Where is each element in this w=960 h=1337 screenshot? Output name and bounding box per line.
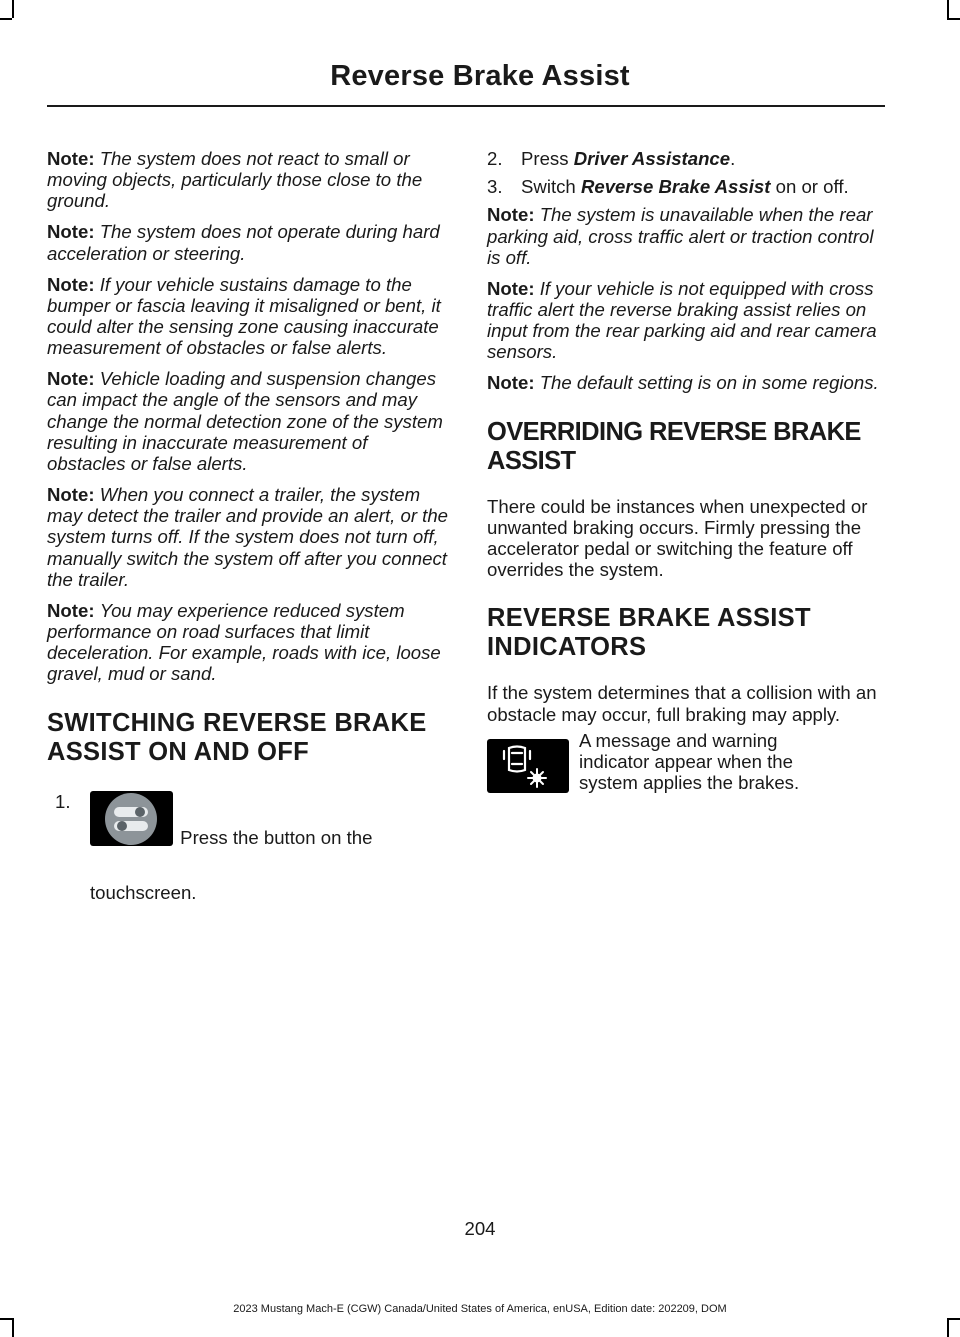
- overriding-body: There could be instances when unexpected or unwanted braking occurs. Firmly pressing the accelerator pedal or switching the feature off overrides the system.: [487, 495, 868, 581]
- step-number: 1.: [55, 790, 71, 812]
- step-2: 2. Press Driver Assistance.: [487, 148, 736, 169]
- section-heading-overriding: OVERRIDING REVERSE BRAKE ASSIST: [487, 417, 861, 475]
- page-title: Reverse Brake Assist: [330, 60, 630, 92]
- step-1: 1. Press the button on the touchscreen.: [55, 790, 373, 903]
- note: Note: You may experience reduced system performance on road surfaces that limit deceleration. For example, roads with ice, loose gravel, mud or sand.: [47, 599, 441, 685]
- crop-mark: [12, 0, 14, 18]
- step-3: 3. Switch Reverse Brake Assist on or off.: [487, 176, 849, 198]
- crop-mark: [947, 1318, 960, 1320]
- right-column: [487, 148, 883, 801]
- footer-edition: 2023 Mustang Mach-E (CGW) Canada/United States of America, enUSA, Edition date: 202209, DOM: [233, 1303, 727, 1315]
- note: Note: When you connect a trailer, the system may detect the trailer and provide an alert, or the system turns off. If the system does not turn off, manually switch the system off after you connect the trailer.: [47, 484, 449, 590]
- header-divider: [47, 105, 885, 107]
- note: Note: The system is unavailable when the rear parking aid, cross traffic alert or traction control is off.: [487, 204, 874, 268]
- crop-mark: [947, 1318, 949, 1337]
- section-heading-indicators: REVERSE BRAKE ASSIST INDICATORS: [487, 604, 811, 662]
- left-column: [47, 148, 449, 903]
- note: Note: The system does not react to small or moving objects, particularly those close to the ground.: [47, 148, 423, 212]
- page-number: 204: [464, 1218, 496, 1239]
- crop-mark: [0, 1318, 12, 1320]
- note: Note: Vehicle loading and suspension changes can impact the angle of the sensors and may change the normal detection zone of the system resulting in inaccurate measurement of obstacles or false alerts.: [47, 368, 443, 475]
- crop-mark: [12, 1318, 14, 1337]
- section-heading-switching: SWITCHING REVERSE BRAKE ASSIST ON AND OFF: [47, 708, 427, 766]
- note: Note: The default setting is on in some regions.: [487, 372, 879, 394]
- crop-mark: [0, 18, 12, 20]
- note: Note: If your vehicle sustains damage to the bumper or fascia leaving it misaligned or bent, it could alter the sensing zone causing inaccurate measurement of obstacles or false alerts.: [47, 273, 441, 359]
- crop-mark: [947, 18, 960, 20]
- crop-mark: [947, 0, 949, 18]
- reverse-brake-warning-icon: [487, 739, 569, 793]
- note: Note: If your vehicle is not equipped with cross traffic alert the reverse braking assist relies on input from the rear parking aid and rear camera sensors.: [487, 277, 877, 363]
- indicators-body: If the system determines that a collision with an obstacle may occur, full braking may apply.: [487, 682, 877, 725]
- settings-toggle-icon: [90, 791, 173, 846]
- note: Note: The system does not operate during hard acceleration or steering.: [47, 221, 440, 264]
- indicator-description: A message and warning indicator appear when the system applies the brakes.: [579, 729, 800, 794]
- indicator-row: [487, 729, 883, 801]
